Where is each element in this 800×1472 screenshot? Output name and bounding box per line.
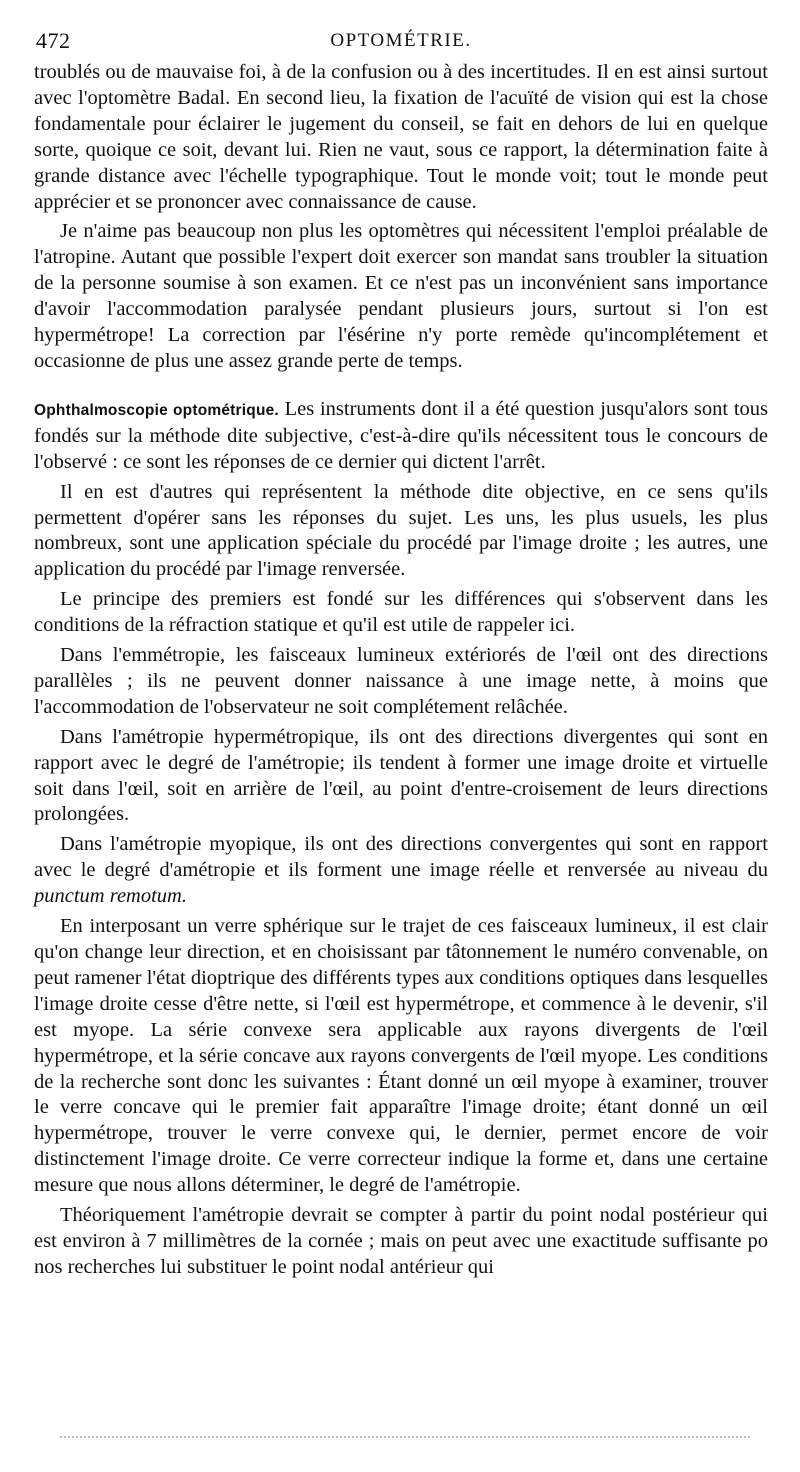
section-paragraph: [34, 397, 768, 476]
paragraph: [34, 587, 768, 639]
section-heading: Ophthalmoscopie optométrique.: [34, 401, 279, 419]
paragraph: [34, 643, 768, 721]
paragraph-text: Il en est d'autres qui représentent la méthode dite objective, en ce sens qu'ils permettent d'opérer sans les réponses du sujet. Les uns, les plus usuels, les plus nombreux, sont une application spéciale du procédé par l'image droite ; les autres, une application du procédé par l'image renversée.: [34, 480, 768, 581]
footer-divider: [60, 1436, 750, 1438]
running-head: [34, 26, 768, 60]
paragraph-text: Les instruments dont il a été question jusqu'alors sont tous fondés sur la méthode dite subjective, c'est-à-dire qu'ils nécessitent tous le concours de l'observé : ce sont les réponses de ce dernier qui dictent l'arrêt.: [34, 397, 768, 473]
paragraph-text: Je n'aime pas beaucoup non plus les optomètres qui nécessitent l'emploi préalable de l'atropine. Autant que possible l'expert doit exercer son mandat sans troubler la situation de la personne soumise à son examen. Et ce n'est pas un inconvénient sans importance d'avoir l'accommodation paralysée pendant plusieurs jours, surtout si l'on est hypermétrope! La correction par l'ésérine n'y porte remède qu'incomplétement et occasionne de plus une assez grande perte de temps.: [34, 220, 768, 372]
paragraph-text: En interposant un verre sphérique sur le trajet de ces faisceaux lumineux, il est clair qu'on change leur direction, et en choisissant par tâtonnement le numéro convenable, on peut ramener l'état dioptrique des différents types aux conditions optiques dans lesquelles l'image droite cesse d'être nette, si l'œil est hypermétrope, et commence à le devenir, s'il est myope. La série convexe sera applicable aux rayons divergents de l'œil hypermétrope, et la série concave aux rayons convergents de l'œil myope. Les conditions de la recherche sont donc les suivantes : Étant donné un œil myope à examiner, trouver le verre concave qui le premier fait apparaître l'image droite; étant donné un œil hypermétrope, trouver le verre convexe qui, le dernier, permet encore de voir distinctement l'image droite. Ce verre correcteur indique la forme et, dans une certaine mesure que nous allons déterminer, le degré de l'amétropie.: [34, 915, 768, 1197]
italic-term: punctum remotum.: [34, 885, 187, 908]
paragraph: [34, 725, 768, 829]
paragraph: [34, 219, 768, 374]
paragraph: [34, 1203, 768, 1281]
page-number: 472: [36, 28, 71, 53]
paragraph-continued: [34, 60, 768, 215]
paragraph: [34, 914, 768, 1199]
paragraph: [34, 480, 768, 584]
paragraph-text: Théoriquement l'amétropie devrait se compter à partir du point nodal postérieur qui est environ à 7 millimètres de la cornée ; mais on peut avec une exactitude suffisante po nos recherches lui substituer le point nodal antérieur qui: [34, 1204, 768, 1278]
paragraph-text: Dans l'amétropie myopique, ils ont des directions convergentes qui sont en rapport avec le degré d'amétropie et ils forment une image réelle et renversée au niveau du: [34, 833, 768, 882]
paragraph-text: Dans l'emmétropie, les faisceaux lumineux extériorés de l'œil ont des directions parallèles ; ils ne peuvent donner naissance à une image nette, à moins que l'accommodation de l'observateur ne soit complétement relâchée.: [34, 644, 768, 718]
paragraph-text: Dans l'amétropie hypermétropique, ils ont des directions divergentes qui sont en rapport avec le degré de l'amétropie; ils tendent à former une image droite et virtuelle soit dans l'œil, soit en arrière de l'œil, au point d'entre-croisement de leurs directions prolongées.: [34, 725, 768, 826]
body-text: [34, 60, 768, 1281]
paragraph-text: Le principe des premiers est fondé sur les différences qui s'observent dans les conditions de la réfraction statique et qu'il est utile de rappeler ici.: [34, 588, 768, 637]
paragraph: [34, 832, 768, 910]
running-title: OPTOMÉTRIE.: [330, 30, 472, 51]
paragraph-text: troublés ou de mauvaise foi, à de la confusion ou à des incertitudes. Il en est ainsi surtout avec l'optomètre Badal. En second lieu, la fixation de l'acuïté de vision qui est la chose fondamentale pour éclairer le jugement du conseil, se fait en dehors de lui en quelque sorte, quoique ce soit, devant lui. Rien ne vaut, sous ce rapport, la détermination faite à grande distance avec l'échelle typographique. Tout le monde voit; tout le monde peut apprécier et se prononcer avec connaissance de cause.: [34, 61, 768, 213]
